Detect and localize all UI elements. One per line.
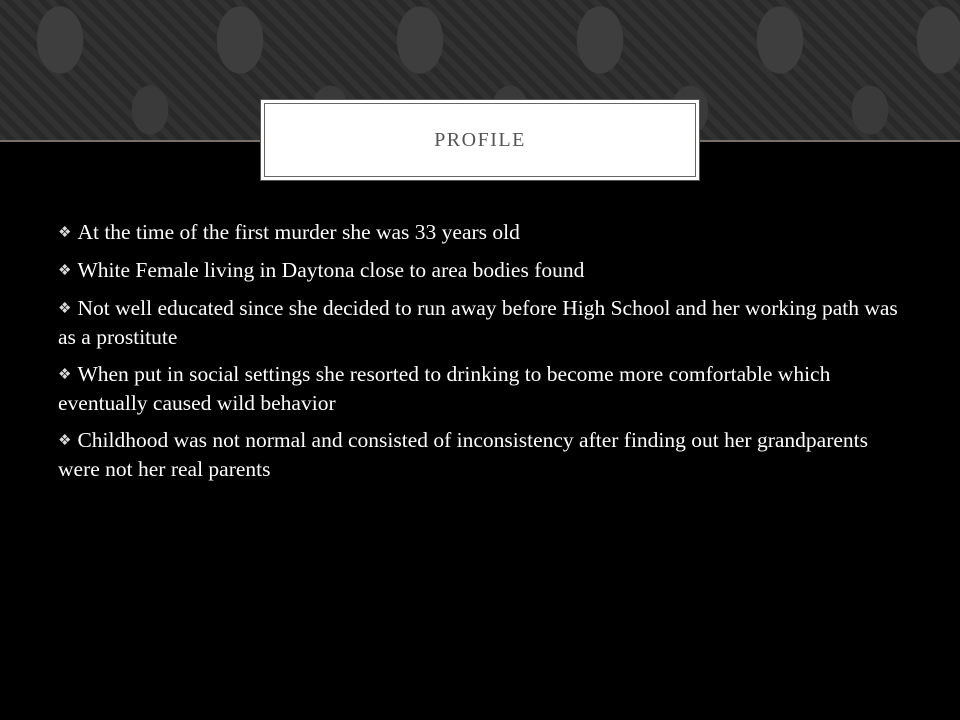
diamond-bullet-icon: ❖: [58, 263, 72, 279]
title-box-inner-border: [264, 103, 696, 177]
diamond-bullet-icon: ❖: [58, 301, 72, 317]
slide-title: PROFILE: [434, 128, 526, 151]
bullet-text: When put in social settings she resorted to drinking to become more comfortable which eventually caused wild behavior: [58, 362, 831, 415]
bullet-item: [58, 218, 908, 247]
diamond-bullet-icon: ❖: [58, 367, 72, 383]
diamond-bullet-icon: ❖: [58, 225, 72, 241]
bullet-text: White Female living in Daytona close to area bodies found: [77, 258, 585, 282]
bullet-item: [58, 426, 908, 483]
bullet-item: [58, 294, 908, 351]
bullet-text: At the time of the first murder she was 33 years old: [77, 220, 520, 244]
title-box: [260, 99, 700, 181]
bullet-text: Not well educated since she decided to run away before High School and her working path was as a prostitute: [58, 296, 898, 349]
diamond-bullet-icon: ❖: [58, 433, 72, 449]
bullet-text: Childhood was not normal and consisted of inconsistency after finding out her grandparents were not her real parents: [58, 428, 868, 481]
bullet-list: [58, 218, 908, 492]
bullet-item: [58, 360, 908, 417]
bullet-item: [58, 256, 908, 285]
